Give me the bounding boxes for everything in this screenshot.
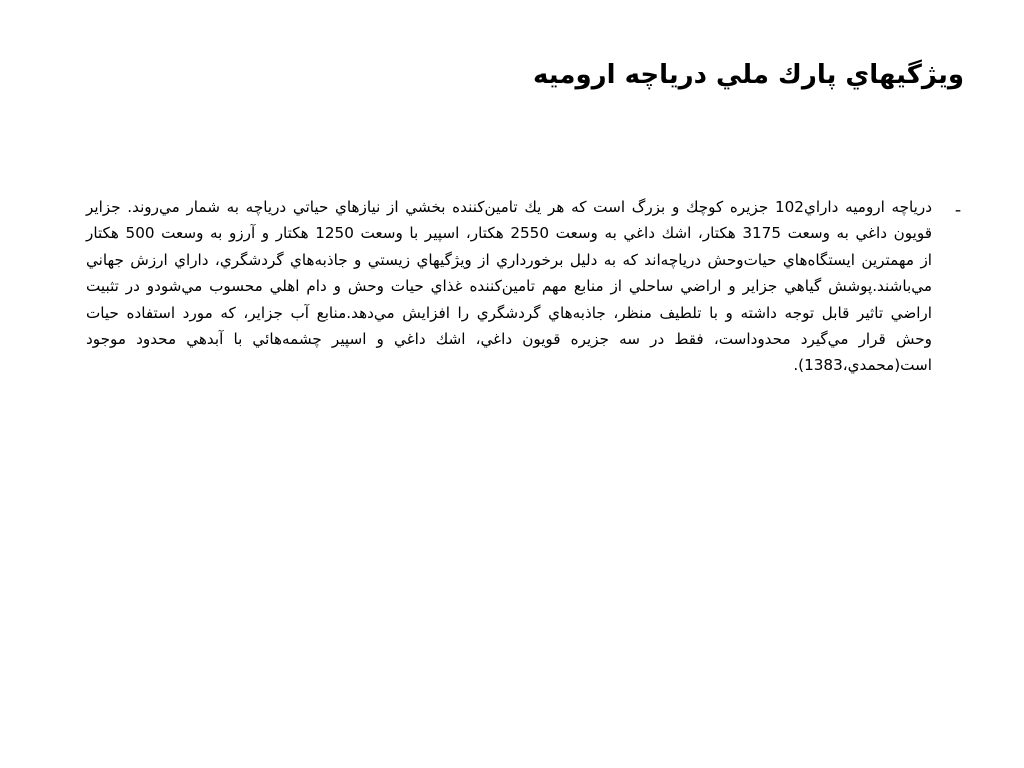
body-paragraph: درياچه اروميه داراي102 جزيره كوچك و بزرگ است كه هر يك تامين‌كننده بخشي از نيازهاي حياتي درياچه به شمار مي‌روند. جزاير قويون داغي به وسعت 3175 هكتار، اشك داغي به وسعت 2550 هكتار، اسپير با وسعت 1250 هكتار و آرزو به وسعت 500 هكتار از مهمترين ايستگاه‌هاي حيات‌وحش درياچه‌اند كه به دليل برخورداري از ويژگيهاي زيستي و جاذبه‌هاي گردشگري، داراي ارزش جهاني مي‌باشند.پوشش گياهي جزاير و اراضي ساحلي از منابع مهم تامين‌كننده غذاي حيات وحش و دام اهلي محسوب مي‌شودو در تثبيت اراضي تاثير قابل توجه داشته و با تلطيف منظر، جاذبه‌هاي گردشگري را افزايش مي‌دهد.منابع آب جزاير، كه مورد استفاده حيات وحش قرار مي‌گيرد محدوداست، فقط در سه جزيره قويون داغي، اشك داغي و اسپير چشمه‌هائي با آبدهي محدود موجود است(محمدي،1383). [86, 198, 933, 375]
bullet-item [88, 194, 968, 454]
bullet-marker: - [955, 199, 961, 219]
page-title: ويژگيهاي پارك ملي درياچه اروميه [533, 60, 964, 90]
